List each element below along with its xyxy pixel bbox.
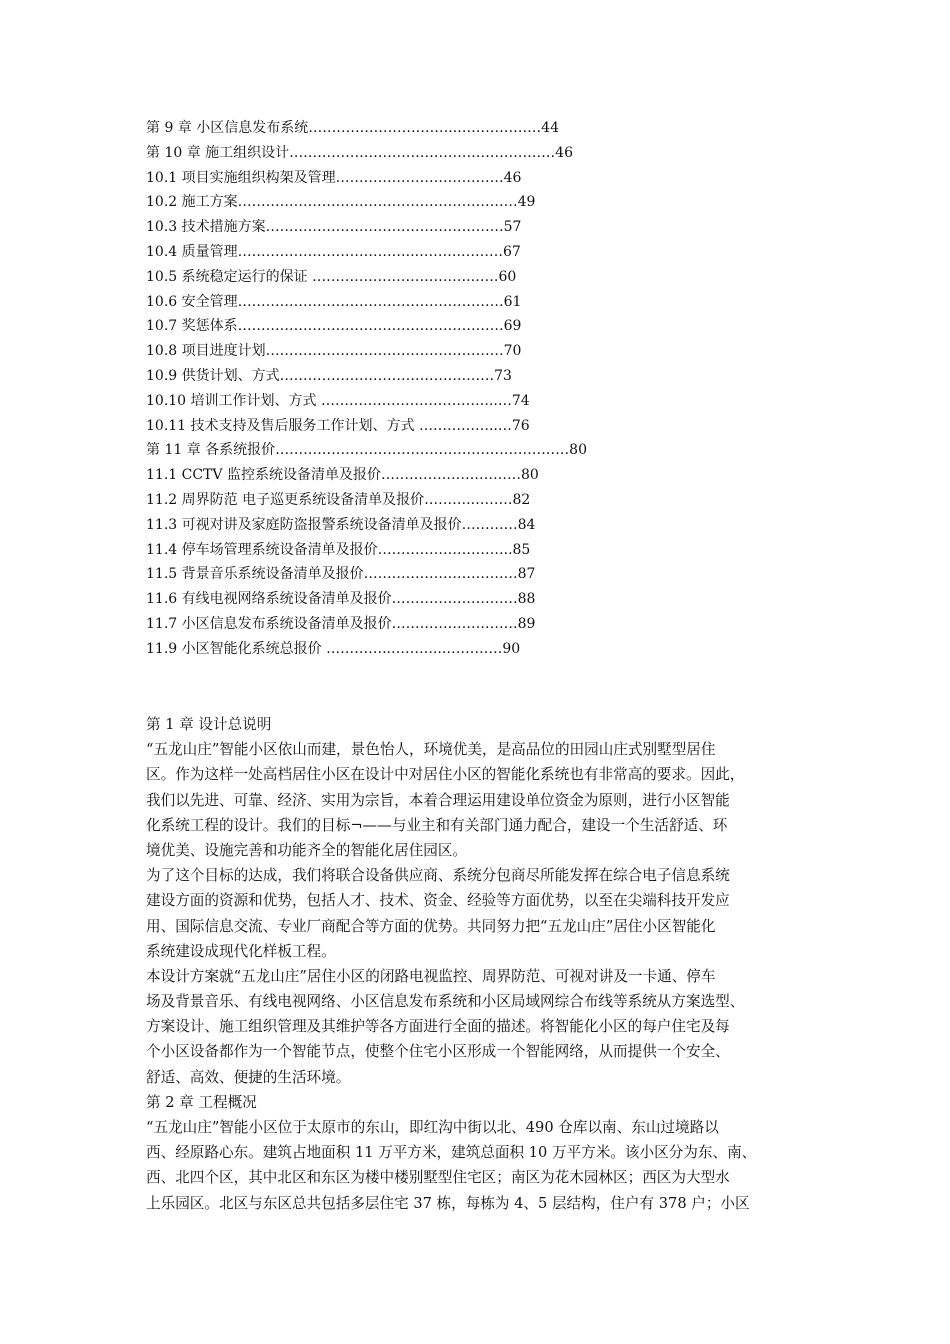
paragraph-line: 建设方面的资源和优势，包括人才、技术、资金、经验等方面优势，以至在尖端科技开发应 (146, 892, 730, 910)
toc-entry-11-5[interactable]: 11.5 背景音乐系统设备清单及报价……………………………87 (146, 566, 536, 583)
paragraph-line: 化系统工程的设计。我们的目标¬——与业主和有关部门通力配合，建设一个生活舒适、环 (146, 816, 728, 834)
paragraph-line: 我们以先进、可靠、经济、实用为宗旨，本着合理运用建设单位资金为原则，进行小区智能 (146, 791, 730, 809)
toc-entry-11-3[interactable]: 11.3 可视对讲及家庭防盗报警系统设备清单及报价…………84 (146, 516, 536, 533)
toc-entry-11-7[interactable]: 11.7 小区信息发布系统设备清单及报价………………………89 (146, 615, 536, 632)
paragraph-line: 西、北四个区，其中北区和东区为楼中楼别墅型住宅区；南区为花木园林区；西区为大型水 (146, 1169, 730, 1187)
toc-entry-10-7[interactable]: 10.7 奖惩体系…………………………………………………69 (146, 318, 522, 335)
paragraph-line: “五龙山庄”智能小区依山而建，景色怡人，环境优美，是高品位的田园山庄式别墅型居住 (146, 741, 716, 759)
table-of-contents (146, 116, 666, 662)
paragraph-line: 舒适、高效、便捷的生活环境。 (146, 1068, 351, 1086)
paragraph-line: 为了这个目标的达成，我们将联合设备供应商、系统分包商尽所能发挥在综合电子信息系统 (146, 867, 730, 885)
paragraph-line: 本设计方案就“五龙山庄”居住小区的闭路电视监控、周界防范、可视对讲及一卡通、停车 (146, 967, 716, 985)
toc-entry-ch10[interactable]: 第 10 章 施工组织设计…………………………………………………46 (146, 144, 573, 161)
body-text (146, 712, 812, 1216)
toc-entry-ch9[interactable]: 第 9 章 小区信息发布系统…………………………..………………44 (146, 120, 559, 136)
toc-entry-10-3[interactable]: 10.3 技术措施方案……………………………………………57 (146, 219, 522, 236)
paragraph-line: 用、国际信息交流、专业厂商配合等方面的优势。共同努力把“五龙山庄”居住小区智能化 (146, 917, 716, 935)
paragraph-line: 场及背景音乐、有线电视网络、小区信息发布系统和小区局域网综合布线等系统从方案选型、 (146, 993, 745, 1011)
toc-entry-10-4[interactable]: 10.4 质量管理………………………………..……….………67 (146, 243, 521, 260)
chapter-2-heading: 第 2 章 工程概况 (146, 1093, 257, 1111)
paragraph-line: 西、经原路心东。建筑占地面积 11 万平方米，建筑总面积 10 万平方米。该小区分为东、南、 (146, 1144, 757, 1162)
toc-entry-11-4[interactable]: 11.4 停车场管理系统设备清单及报价………………………..85 (146, 541, 531, 558)
paragraph-line: “五龙山庄”智能小区位于太原市的东山，即红沟中街以北、490 仓库以南、东山过境路以 (146, 1119, 719, 1136)
toc-entry-10-10[interactable]: 10.10 培训工作计划、方式 ………………………………..…74 (146, 392, 530, 409)
paragraph-line: 区。作为这样一处高档居住小区在设计中对居住小区的智能化系统也有非常高的要求。因此， (146, 766, 745, 784)
toc-entry-10-2[interactable]: 10.2 施工方案……………………………………………………49 (146, 194, 536, 211)
toc-entry-10-1[interactable]: 10.1 项目实施组织构架及管理………………………………46 (146, 169, 522, 186)
toc-entry-ch11[interactable]: 第 11 章 各系统报价………………………………………………………80 (146, 442, 587, 459)
paragraph-line: 系统建设成现代化样板工程。 (146, 942, 336, 960)
toc-entry-11-2[interactable]: 11.2 周界防范 电子巡更系统设备清单及报价……….………82 (146, 491, 531, 508)
chapter-1-heading: 第 1 章 设计总说明 (146, 716, 272, 733)
toc-entry-10-9[interactable]: 10.9 供货计划、方式………………………………….……73 (146, 367, 512, 384)
toc-entry-10-11[interactable]: 10.11 技术支持及售后服务工作计划、方式 ……………..…76 (146, 417, 530, 434)
toc-entry-11-9[interactable]: 11.9 小区智能化系统总报价 …………..………...…………90 (146, 640, 521, 657)
toc-entry-11-6[interactable]: 11.6 有线电视网络系统设备清单及报价………………………88 (146, 591, 536, 608)
paragraph-line: 个小区设备都作为一个智能节点，使整个住宅小区形成一个智能网络，从而提供一个安全、 (146, 1043, 730, 1061)
toc-entry-10-5[interactable]: 10.5 系统稳定运行的保证 …………………………….……60 (146, 268, 517, 285)
toc-entry-10-6[interactable]: 10.6 安全管理…………………………………………………61 (146, 293, 522, 310)
paragraph-line: 上乐园区。北区与东区总共包括多层住宅 37 栋，每栋为 4、5 层结构，住户有 378 户；小区 (146, 1194, 750, 1212)
toc-entry-10-8[interactable]: 10.8 项目进度计划……………………………………………70 (146, 343, 522, 360)
toc-entry-11-1[interactable]: 11.1 CCTV 监控系统设备清单及报价…………………………80 (146, 467, 539, 484)
paragraph-line: 方案设计、施工组织管理及其维护等各方面进行全面的描述。将智能化小区的每户住宅及每 (146, 1018, 730, 1036)
paragraph-line: 境优美、设施完善和功能齐全的智能化居住园区。 (146, 841, 468, 859)
